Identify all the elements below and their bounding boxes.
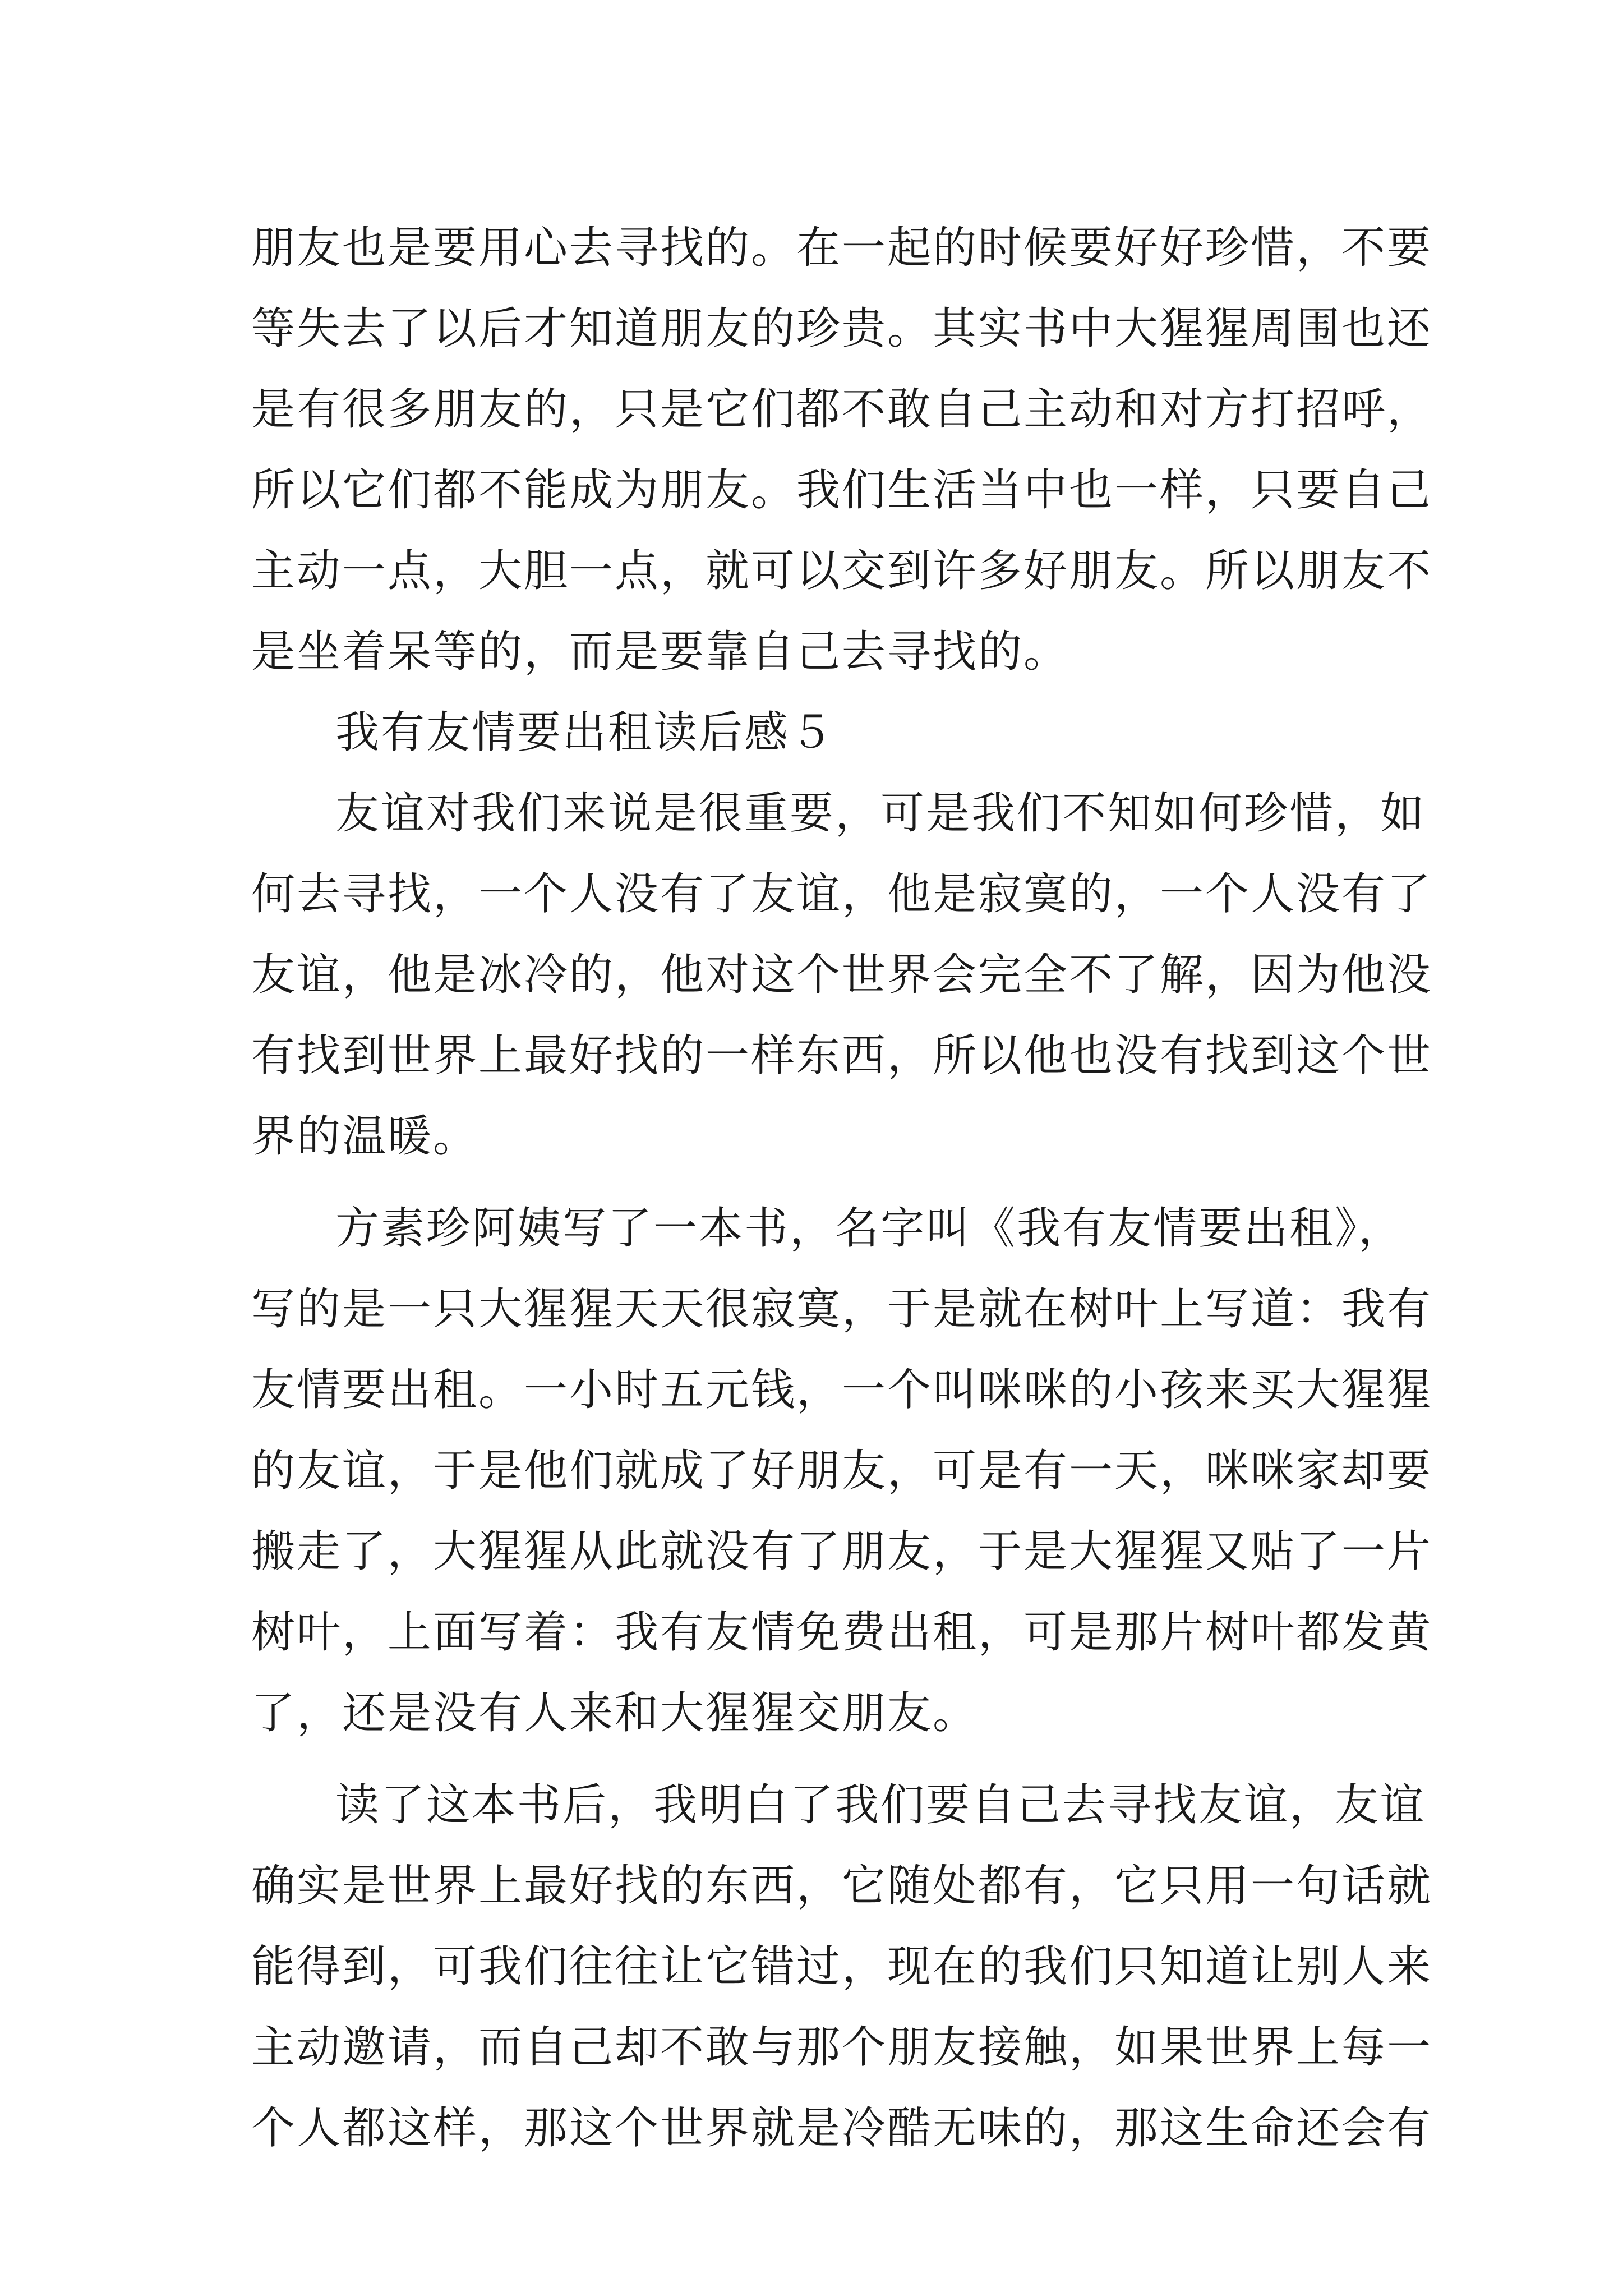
- text-line: 读了这本书后，我明白了我们要自己去寻找友谊，友谊: [335, 1780, 1426, 1830]
- text-line: 友谊对我们来说是很重要，可是我们不知如何珍惜，如: [335, 788, 1426, 839]
- text-line: 能得到，可我们往往让它错过，现在的我们只知道让别人来: [251, 1941, 1433, 1992]
- paragraph-1: [251, 773, 1433, 1177]
- text-line: 主动一点，大胆一点，就可以交到许多好朋友。所以朋友不: [251, 546, 1433, 596]
- text-line: 搬走了，大猩猩从此就没有了朋友，于是大猩猩又贴了一片: [251, 1526, 1433, 1577]
- paragraph-spacer: [251, 1754, 1395, 1765]
- text-line: 友情要出租。一小时五元钱，一个叫咪咪的小孩来买大猩猩: [251, 1365, 1433, 1415]
- text-line: 了，还是没有人来和大猩猩交朋友。: [251, 1688, 979, 1738]
- text-line: 是坐着呆等的，而是要靠自己去寻找的。: [251, 627, 1069, 677]
- paragraph-spacer: [251, 1177, 1395, 1188]
- paragraph-2: [251, 1188, 1433, 1754]
- text-line: 树叶，上面写着：我有友情免费出租，可是那片树叶都发黄: [251, 1607, 1433, 1658]
- text-line: 何去寻找，一个人没有了友谊，他是寂寞的，一个人没有了: [251, 869, 1433, 919]
- text-line: 主动邀请，而自己却不敢与那个朋友接触，如果世界上每一: [251, 2022, 1433, 2073]
- text-line: 是有很多朋友的，只是它们都不敢自己主动和对方打招呼，: [251, 384, 1433, 435]
- text-line: 所以它们都不能成为朋友。我们生活当中也一样，只要自己: [251, 465, 1433, 516]
- text-line: 确实是世界上最好找的东西，它随处都有，它只用一句话就: [251, 1861, 1433, 1911]
- text-line: 方素珍阿姨写了一本书，名字叫《我有友情要出租》，: [335, 1203, 1404, 1254]
- text-line: 等失去了以后才知道朋友的珍贵。其实书中大猩猩周围也还: [251, 303, 1433, 354]
- text-line: 个人都这样，那这个世界就是冷酷无味的，那这生命还会有: [251, 2103, 1433, 2154]
- text-line: 友谊，他是冰冷的，他对这个世界会完全不了解，因为他没: [251, 950, 1433, 1000]
- text-line: 朋友也是要用心去寻找的。在一起的时候要好好珍惜，不要: [251, 223, 1433, 273]
- text-column: [251, 208, 1433, 2169]
- paragraph-3: [251, 1765, 1433, 2169]
- text-line: 有找到世界上最好找的一样东西，所以他也没有找到这个世: [251, 1030, 1433, 1081]
- text-line: 界的温暖。: [251, 1111, 479, 1162]
- text-line: 的友谊，于是他们就成了好朋友，可是有一天，咪咪家却要: [251, 1446, 1433, 1496]
- paragraph-continued: [251, 208, 1433, 692]
- section-title: 我有友情要出租读后感５: [335, 707, 836, 758]
- text-line: 写的是一只大猩猩天天很寂寞，于是就在树叶上写道：我有: [251, 1284, 1433, 1335]
